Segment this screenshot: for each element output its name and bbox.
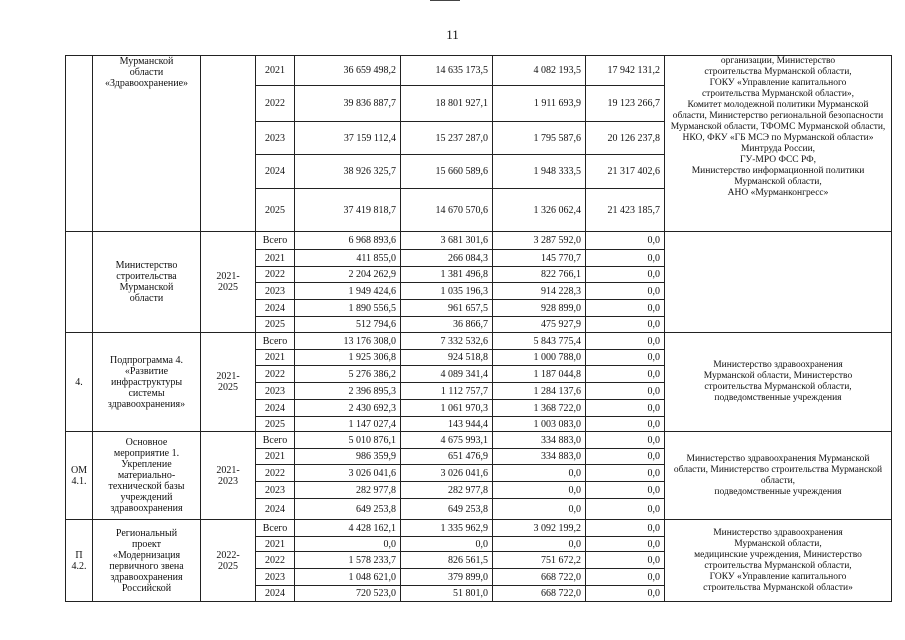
total-cell: 1 048 621,0: [295, 569, 401, 586]
value-cell-a: 0,0: [401, 537, 493, 552]
page-number: 11: [446, 27, 459, 42]
value-cell-a: 379 899,0: [401, 569, 493, 586]
value-cell-b: 0,0: [493, 537, 586, 552]
total-cell: 1 949 424,6: [295, 283, 401, 300]
total-cell: 649 253,8: [295, 499, 401, 520]
value-cell-a: 282 977,8: [401, 482, 493, 499]
year-cell: 2024: [256, 499, 295, 520]
year-cell: 2024: [256, 400, 295, 417]
value-cell-c: 20 126 237,8: [586, 122, 665, 155]
value-cell-c: 0,0: [586, 586, 665, 602]
total-cell: 2 396 895,3: [295, 383, 401, 400]
total-cell: 2 430 692,3: [295, 400, 401, 417]
value-cell-c: 0,0: [586, 283, 665, 300]
value-cell-c: 0,0: [586, 432, 665, 449]
value-cell-a: 3 026 041,6: [401, 465, 493, 482]
value-cell-b: 1 911 693,9: [493, 86, 586, 122]
budget-table: [65, 55, 892, 602]
value-cell-b: 668 722,0: [493, 586, 586, 602]
value-cell-b: 914 228,3: [493, 283, 586, 300]
value-cell-a: 1 112 757,7: [401, 383, 493, 400]
total-cell: 1 890 556,5: [295, 300, 401, 317]
total-cell: 411 855,0: [295, 250, 401, 267]
year-cell: 2023: [256, 482, 295, 499]
value-cell-b: 1 368 722,0: [493, 400, 586, 417]
value-cell-c: 0,0: [586, 537, 665, 552]
value-cell-c: 0,0: [586, 520, 665, 537]
value-cell-a: 1 035 196,3: [401, 283, 493, 300]
year-cell: 2023: [256, 122, 295, 155]
row-executors: Министерство здравоохранения Мурманской области, Министерство строительства Мурманской области, подведомственные учреждения: [665, 333, 892, 432]
value-cell-b: 145 770,7: [493, 250, 586, 267]
value-cell-b: 1 187 044,8: [493, 366, 586, 383]
block-program-total: [66, 56, 892, 86]
row-executors: Министерство здравоохранения Мурманской области, Министерство строительства Мурманской области, подведомственные учреждения: [665, 432, 892, 520]
total-cell: 1 147 027,4: [295, 417, 401, 432]
value-cell-a: 3 681 301,6: [401, 232, 493, 250]
row-executors: Министерство здравоохранения Мурманской области, медицинские учреждения, Министерство строительства Мурманской области, ГОКУ «Управление капитального строительства Мурманской области»: [665, 520, 892, 602]
row-executors: [665, 232, 892, 333]
year-cell: 2021: [256, 537, 295, 552]
year-cell: 2022: [256, 267, 295, 283]
value-cell-c: 0,0: [586, 449, 665, 465]
year-cell: Всего: [256, 333, 295, 350]
row-name: Министерство строительства Мурманской области: [93, 232, 201, 333]
year-cell: 2024: [256, 300, 295, 317]
value-cell-a: 4 089 341,4: [401, 366, 493, 383]
year-cell: 2023: [256, 283, 295, 300]
value-cell-a: 7 332 532,6: [401, 333, 493, 350]
total-cell: 512 794,6: [295, 317, 401, 333]
row-name: Региональный проект «Модернизация первичного звена здравоохранения Российской: [93, 520, 201, 602]
total-cell: 5 276 386,2: [295, 366, 401, 383]
row-code: П 4.2.: [66, 520, 93, 602]
value-cell-c: 21 317 402,6: [586, 155, 665, 189]
total-cell: 13 176 308,0: [295, 333, 401, 350]
value-cell-a: 651 476,9: [401, 449, 493, 465]
value-cell-c: 21 423 185,7: [586, 189, 665, 232]
year-cell: Всего: [256, 520, 295, 537]
year-cell: 2023: [256, 569, 295, 586]
value-cell-b: 475 927,9: [493, 317, 586, 333]
block-om-4-1: [66, 432, 892, 449]
year-cell: 2024: [256, 586, 295, 602]
year-cell: 2025: [256, 417, 295, 432]
value-cell-b: 751 672,2: [493, 552, 586, 569]
value-cell-a: 4 675 993,1: [401, 432, 493, 449]
total-cell: 37 159 112,4: [295, 122, 401, 155]
value-cell-c: 0,0: [586, 417, 665, 432]
total-cell: 1 925 306,8: [295, 350, 401, 366]
row-code: ОМ 4.1.: [66, 432, 93, 520]
value-cell-b: 1 284 137,6: [493, 383, 586, 400]
row-code: [66, 232, 93, 333]
value-cell-a: 14 635 173,5: [401, 56, 493, 86]
total-cell: 6 968 893,6: [295, 232, 401, 250]
year-cell: 2021: [256, 350, 295, 366]
value-cell-b: 668 722,0: [493, 569, 586, 586]
row-code: [66, 56, 93, 232]
year-cell: Всего: [256, 232, 295, 250]
row-name: Мурманской области «Здравоохранение»: [93, 56, 201, 232]
value-cell-a: 15 660 589,6: [401, 155, 493, 189]
value-cell-c: 17 942 131,2: [586, 56, 665, 86]
value-cell-c: 0,0: [586, 350, 665, 366]
value-cell-c: 0,0: [586, 300, 665, 317]
value-cell-c: 0,0: [586, 267, 665, 283]
value-cell-c: 19 123 266,7: [586, 86, 665, 122]
row-period: 2022- 2025: [201, 520, 256, 602]
value-cell-a: 1 335 962,9: [401, 520, 493, 537]
year-cell: Всего: [256, 432, 295, 449]
row-period: 2021- 2025: [201, 333, 256, 432]
value-cell-c: 0,0: [586, 569, 665, 586]
row-period: 2021- 2023: [201, 432, 256, 520]
value-cell-b: 1 003 083,0: [493, 417, 586, 432]
value-cell-c: 0,0: [586, 383, 665, 400]
row-name: Подпрограмма 4. «Развитие инфраструктуры системы здравоохранения»: [93, 333, 201, 432]
value-cell-c: 0,0: [586, 552, 665, 569]
row-period: [201, 56, 256, 232]
value-cell-a: 924 518,8: [401, 350, 493, 366]
value-cell-b: 334 883,0: [493, 432, 586, 449]
row-period: 2021- 2025: [201, 232, 256, 333]
value-cell-c: 0,0: [586, 317, 665, 333]
value-cell-a: 143 944,4: [401, 417, 493, 432]
year-cell: 2022: [256, 552, 295, 569]
total-cell: 720 523,0: [295, 586, 401, 602]
year-cell: 2022: [256, 366, 295, 383]
year-cell: 2021: [256, 56, 295, 86]
value-cell-b: 1 795 587,6: [493, 122, 586, 155]
value-cell-a: 15 237 287,0: [401, 122, 493, 155]
value-cell-c: 0,0: [586, 465, 665, 482]
total-cell: 282 977,8: [295, 482, 401, 499]
total-cell: 1 578 233,7: [295, 552, 401, 569]
value-cell-c: 0,0: [586, 400, 665, 417]
total-cell: 0,0: [295, 537, 401, 552]
value-cell-b: 0,0: [493, 499, 586, 520]
block-subprogram-4: [66, 333, 892, 350]
value-cell-c: 0,0: [586, 366, 665, 383]
value-cell-c: 0,0: [586, 250, 665, 267]
value-cell-b: 5 843 775,4: [493, 333, 586, 350]
value-cell-a: 51 801,0: [401, 586, 493, 602]
total-cell: 986 359,9: [295, 449, 401, 465]
year-cell: 2021: [256, 449, 295, 465]
value-cell-b: 1 000 788,0: [493, 350, 586, 366]
total-cell: 37 419 818,7: [295, 189, 401, 232]
value-cell-b: 822 766,1: [493, 267, 586, 283]
year-cell: 2022: [256, 86, 295, 122]
value-cell-a: 826 561,5: [401, 552, 493, 569]
value-cell-c: 0,0: [586, 482, 665, 499]
value-cell-a: 266 084,3: [401, 250, 493, 267]
row-name: Основное мероприятие 1. Укрепление материально- технической базы учреждений здравоохранения: [93, 432, 201, 520]
year-cell: 2022: [256, 465, 295, 482]
year-cell: 2021: [256, 250, 295, 267]
value-cell-b: 928 899,0: [493, 300, 586, 317]
value-cell-b: 1 326 062,4: [493, 189, 586, 232]
total-cell: 38 926 325,7: [295, 155, 401, 189]
value-cell-b: 334 883,0: [493, 449, 586, 465]
value-cell-b: 0,0: [493, 465, 586, 482]
total-cell: 2 204 262,9: [295, 267, 401, 283]
page-top-mark: [430, 0, 460, 1]
value-cell-a: 649 253,8: [401, 499, 493, 520]
block-p-4-2: [66, 520, 892, 537]
value-cell-c: 0,0: [586, 333, 665, 350]
row-code: 4.: [66, 333, 93, 432]
value-cell-b: 4 082 193,5: [493, 56, 586, 86]
value-cell-b: 3 092 199,2: [493, 520, 586, 537]
year-cell: 2025: [256, 189, 295, 232]
year-cell: 2024: [256, 155, 295, 189]
value-cell-a: 14 670 570,6: [401, 189, 493, 232]
total-cell: 5 010 876,1: [295, 432, 401, 449]
value-cell-a: 961 657,5: [401, 300, 493, 317]
value-cell-a: 1 061 970,3: [401, 400, 493, 417]
value-cell-a: 36 866,7: [401, 317, 493, 333]
total-cell: 36 659 498,2: [295, 56, 401, 86]
value-cell-c: 0,0: [586, 499, 665, 520]
value-cell-b: 0,0: [493, 482, 586, 499]
value-cell-a: 1 381 496,8: [401, 267, 493, 283]
row-executors: организации, Министерство строительства Мурманской области, ГОКУ «Управление капитального строительства Мурманской области», Комитет молодежной политики Мурманской области, Министерство региональной безопасности Мурманской области, ТФОМС Мурманской области, НКО, ФКУ «ГБ МСЭ по Мурманской области» Минтруда России, ГУ-МРО ФСС РФ, Министерство информационной политики Мурманской области, АНО «Мурманконгресс»: [665, 56, 892, 232]
total-cell: 4 428 162,1: [295, 520, 401, 537]
value-cell-c: 0,0: [586, 232, 665, 250]
total-cell: 3 026 041,6: [295, 465, 401, 482]
block-ministry-construction: [66, 232, 892, 250]
value-cell-b: 3 287 592,0: [493, 232, 586, 250]
value-cell-a: 18 801 927,1: [401, 86, 493, 122]
value-cell-b: 1 948 333,5: [493, 155, 586, 189]
total-cell: 39 836 887,7: [295, 86, 401, 122]
year-cell: 2023: [256, 383, 295, 400]
year-cell: 2025: [256, 317, 295, 333]
